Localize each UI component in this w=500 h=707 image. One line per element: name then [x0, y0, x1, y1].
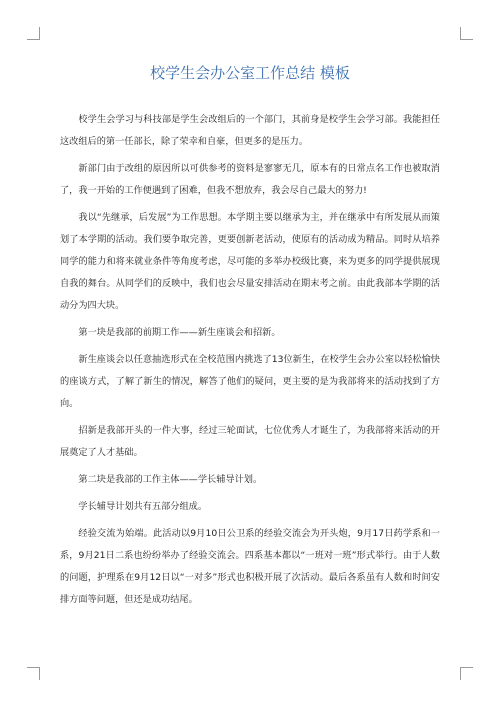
paragraph-6: 招新是我部开头的一件大事，经过三轮面试，七位优秀人才诞生了，为我部将来活动的开展奠定了人才基础。 — [60, 425, 440, 458]
paragraph-4: 第一块是我部的前期工作——新生座谈会和招新。 — [78, 327, 281, 338]
paragraph-1: 校学生会学习与科技部是学生会改组后的一个部门，其前身是校学生会学习部。我能担任这改组后的第一任部长，除了荣幸和自豪，但更多的是压力。 — [60, 114, 440, 147]
paragraph-5: 新生座谈会以任意抽选形式在全校范围内挑选了13位新生，在校学生会办公室以轻松愉快的座谈方式，了解了新生的情况，解答了他们的疑问，更主要的是为我部将来的活动找到了方向。 — [60, 354, 440, 409]
paragraph-3: 我以“先继承，后发展”为工作思想。本学期主要以继承为主，并在继承中有所发展从而策划了本学期的活动。我们要争取完善，更要创新老活动，使原有的活动成为精品。同时从培养同学的能力和将来就业条件等角度考虑，尽可能的多举办校级比赛，来为更多的同学提供展现自我的舞台。从同学们的反映中，我们也会尽量安排活动在期末考之前。由此我部本学期的活动分为四大块。 — [60, 212, 440, 311]
crop-mark-bottom-right — [460, 667, 473, 680]
paragraph-2: 新部门由于改组的原因所以可供参考的资料是寥寥无几，原本有的日常点名工作也被取消了，我一开始的工作便遇到了困难，但我不想放弃，我会尽自己最大的努力! — [60, 163, 440, 196]
crop-mark-bottom-left — [27, 667, 40, 680]
paragraph-7: 第二块是我部的工作主体——学长辅导计划。 — [78, 474, 263, 485]
crop-mark-top-right — [460, 27, 473, 40]
paragraph-9: 经验交流为始端。此活动以9月10日公卫系的经验交流会为开头炮，9月17日药学系和一系，9月21日二系也纷纷举办了经验交流会。四系基本都以“一班对一班”形式举行。由于人数的问题，护理系在9月12日以“一对多”形式也积极开展了次活动。最后各系虽有人数和时间安排方面等问题，但还是成功结尾。 — [60, 528, 440, 605]
crop-mark-top-left — [27, 27, 40, 40]
document-title: 校学生会办公室工作总结 模板 — [150, 64, 350, 82]
document-body — [60, 109, 440, 616]
paragraph-8: 学长辅导计划共有五部分组成。 — [78, 501, 208, 512]
